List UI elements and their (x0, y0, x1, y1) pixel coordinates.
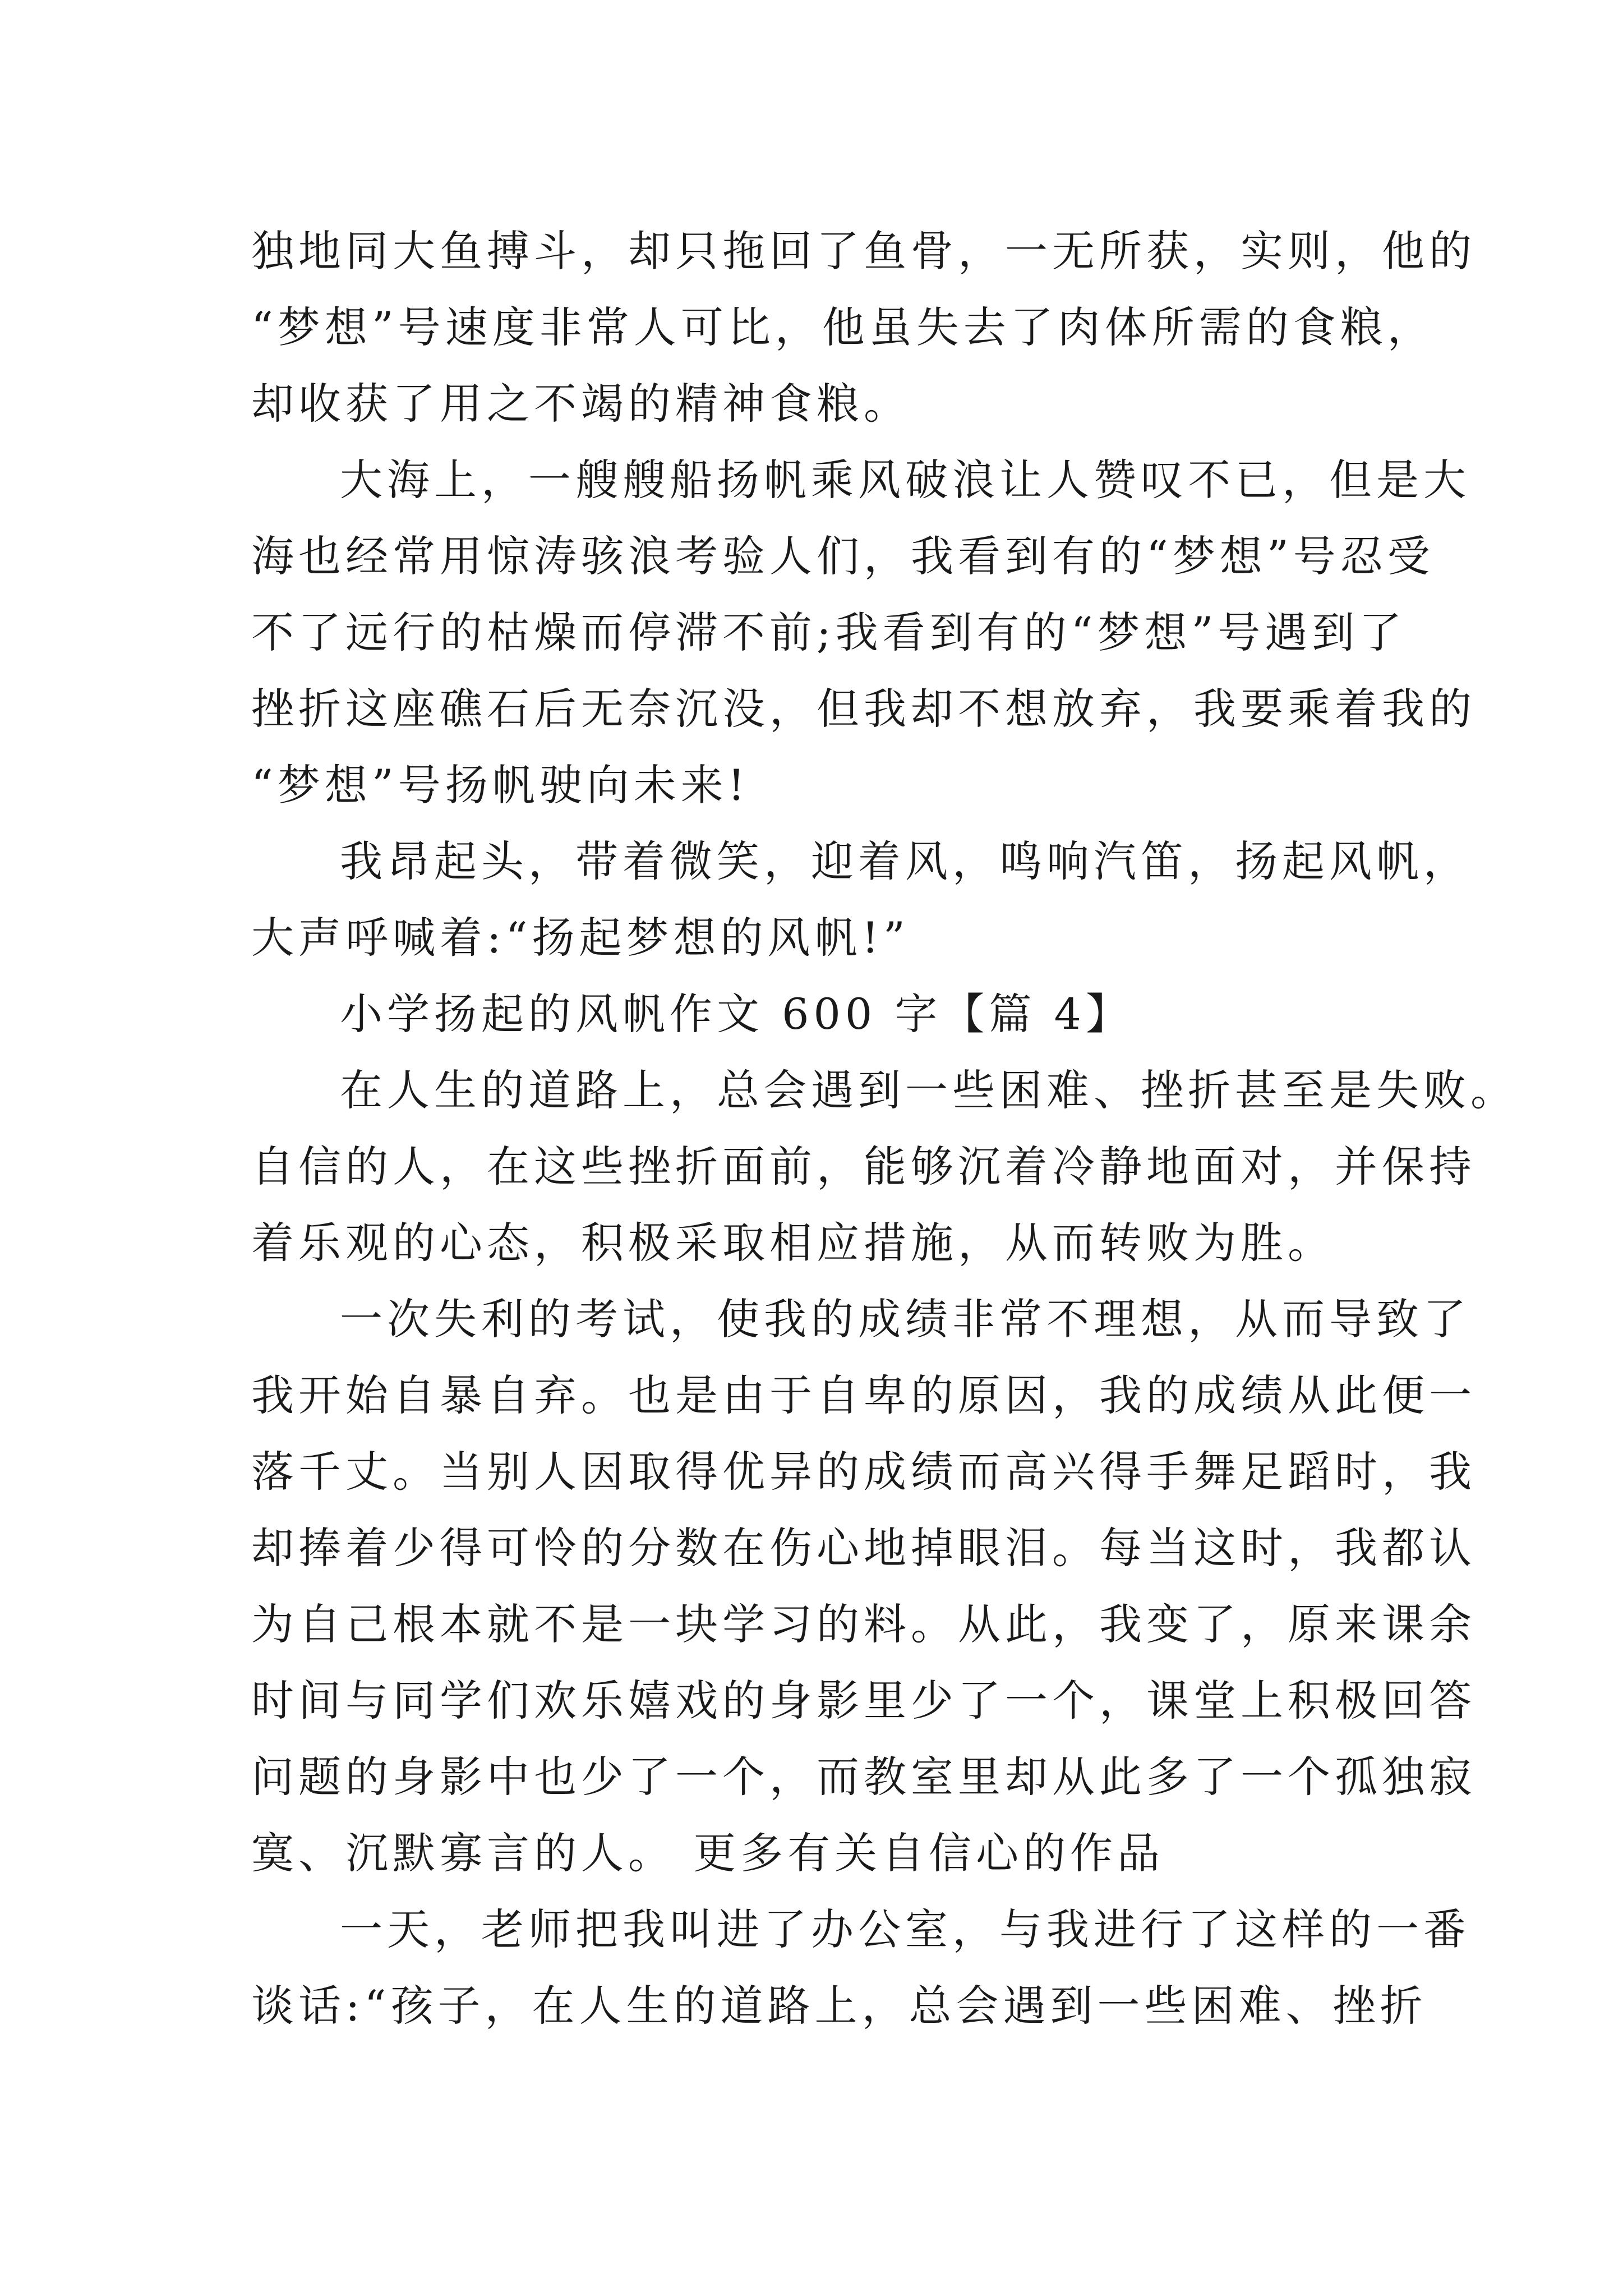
text-line: 时间与同学们欢乐嬉戏的身影里少了一个，课堂上积极回答 (251, 1676, 1476, 1726)
paragraph-start-line: 在人生的道路上，总会遇到一些困难、挫折甚至是失败。 (340, 1065, 1518, 1115)
text-line: 落千丈。当别人因取得优异的成绩而高兴得手舞足蹈时，我 (251, 1447, 1476, 1497)
paragraph-start-line: 我昂起头，带着微笑，迎着风，鸣响汽笛，扬起风帆， (340, 836, 1470, 886)
text-line: 海也经常用惊涛骇浪考验人们，我看到有的“梦想”号忍受 (251, 531, 1435, 581)
text-line: 为自己根本就不是一块学习的料。从此，我变了，原来课余 (251, 1599, 1476, 1649)
text-line: “梦想”号速度非常人可比，他虽失去了肉体所需的食粮， (251, 302, 1435, 352)
text-line: 问题的身影中也少了一个，而教室里却从此多了一个孤独寂 (251, 1752, 1476, 1802)
text-line: 却收获了用之不竭的精神食粮。 (251, 379, 911, 429)
paragraph-start-line: 一次失利的考试，使我的成绩非常不理想，从而导致了 (340, 1294, 1470, 1344)
text-line: 自信的人，在这些挫折面前，能够沉着冷静地面对，并保持 (251, 1142, 1476, 1191)
text-line: 独地同大鱼搏斗，却只拖回了鱼骨，一无所获，实则，他的 (251, 226, 1476, 276)
text-line: 谈话:“孩子，在人生的道路上，总会遇到一些困难、挫折 (251, 1981, 1427, 2031)
text-line: 挫折这座礁石后无奈沉没，但我却不想放弃，我要乘着我的 (251, 684, 1476, 734)
text-line: 大声呼喊着:“扬起梦想的风帆!” (251, 913, 910, 963)
text-line: 寞、沉默寡言的人。 更多有关自信心的作品 (251, 1828, 1165, 1878)
section-heading: 小学扬起的风帆作文 600 字【篇 4】 (340, 989, 1133, 1039)
text-line: 我开始自暴自弃。也是由于自卑的原因，我的成绩从此便一 (251, 1370, 1476, 1420)
text-line: “梦想”号扬帆驶向未来! (251, 760, 750, 810)
text-line: 却捧着少得可怜的分数在伤心地掉眼泪。每当这时，我都认 (251, 1523, 1476, 1573)
text-line: 不了远行的枯燥而停滞不前;我看到有的“梦想”号遇到了 (251, 608, 1407, 657)
paragraph-start-line: 一天，老师把我叫进了办公室，与我进行了这样的一番 (340, 1904, 1470, 1954)
document-body (251, 213, 1518, 2044)
paragraph-start-line: 大海上，一艘艘船扬帆乘风破浪让人赞叹不已，但是大 (340, 455, 1470, 505)
text-line: 着乐观的心态，积极采取相应措施，从而转败为胜。 (251, 1218, 1335, 1268)
